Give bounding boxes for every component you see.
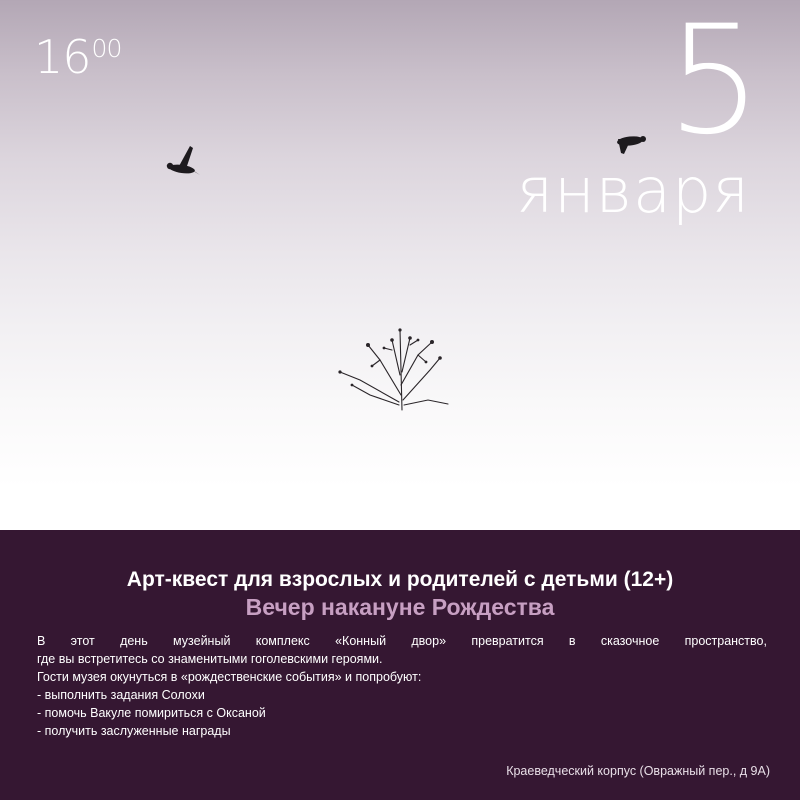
description-word: превратится xyxy=(471,634,544,648)
description-word: комплекс xyxy=(255,634,310,648)
description-list-item: - помочь Вакуле помириться с Оксаной xyxy=(37,706,266,720)
description-word: сказочное xyxy=(600,634,660,648)
description-line: где вы встретитесь со знаменитыми гоголевскими героями. xyxy=(37,652,383,666)
event-subtitle: Вечер накануне Рождества xyxy=(245,594,555,620)
description-word: этот xyxy=(70,634,95,648)
description-word: в xyxy=(568,634,576,648)
flying-bird-left-icon xyxy=(167,146,200,175)
event-description xyxy=(37,632,767,740)
description-list-item: - выполнить задания Солохи xyxy=(37,688,205,702)
description-word: «Конный xyxy=(335,634,387,648)
description-word: пространство, xyxy=(684,634,767,648)
time-minutes: 00 xyxy=(91,34,122,63)
description-line-justified xyxy=(37,632,767,650)
event-day: 5 xyxy=(666,0,762,168)
event-time xyxy=(34,30,121,84)
description-word: двор» xyxy=(411,634,447,648)
description-list-item: - получить заслуженные награды xyxy=(37,724,231,738)
description-word: В xyxy=(37,634,46,648)
event-headline: Арт-квест для взрослых и родителей с детьми (12+) xyxy=(126,568,674,591)
event-address: Краеведческий корпус (Овражный пер., д 9А) xyxy=(506,764,770,778)
description-word: музейный xyxy=(173,634,231,648)
description-word: день xyxy=(120,634,148,648)
event-month: января xyxy=(516,154,750,227)
flying-bird-right-icon xyxy=(617,135,646,154)
time-hour: 16 xyxy=(34,30,91,84)
info-panel xyxy=(0,530,800,800)
description-line: Гости музея окунуться в «рождественские события» и попробуют: xyxy=(37,670,422,684)
